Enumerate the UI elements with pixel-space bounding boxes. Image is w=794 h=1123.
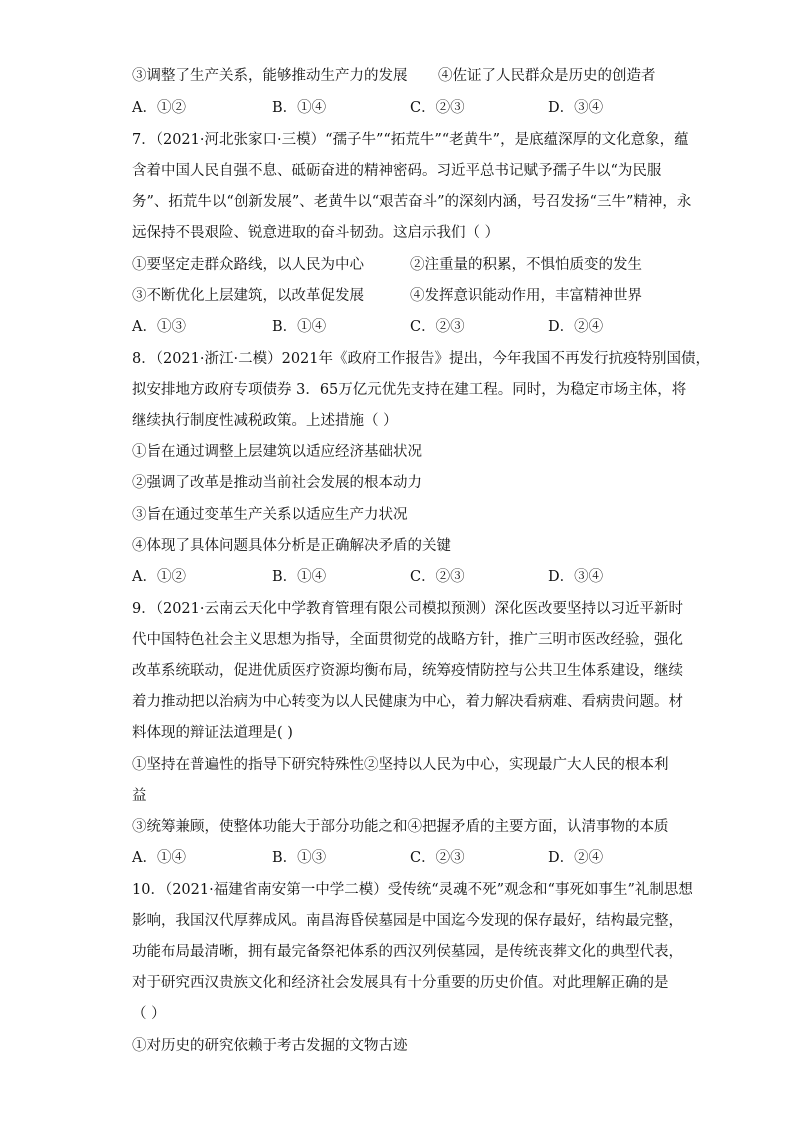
q8-choice-d: D．③④: [548, 569, 604, 585]
q8-option-2: ②强调了改革是推动当前社会发展的根本动力: [132, 475, 422, 491]
q10-stem-line: 影响，我国汉代厚葬成风。南昌海昏侯墓园是中国迄今发现的保存最好，结构最完整，: [132, 913, 683, 929]
q9-stem-line: 9．（2021·云南云天化中学教育管理有限公司模拟预测）深化医改要坚持以习近平新时: [132, 601, 683, 617]
q7-stem-line: 含着中国人民自强不息、砥砺奋进的精神密码。习近平总书记赋予孺子牛以“为民服: [132, 163, 662, 179]
q6-choice-a: A．①②: [132, 100, 186, 116]
q6-option-3: ③调整了生产关系，能够推动生产力的发展: [132, 68, 408, 84]
q7-choice-d: D．②④: [548, 319, 604, 335]
q9-stem-line: 着力推动把以治病为中心转变为以人民健康为中心，着力解决看病难、看病贵问题。材: [132, 694, 683, 710]
q6-choice-d: D．③④: [548, 100, 604, 116]
q10-stem-line: 功能布局最清晰，拥有最完备祭祀体系的西汉列侯墓园，是传统丧葬文化的典型代表，: [132, 944, 683, 960]
q10-stem-line: （ ）: [132, 1006, 166, 1022]
q9-stem-line: 代中国特色社会主义思想为指导，全面贯彻党的战略方针，推广三明市医改经验，强化: [132, 632, 683, 648]
q6-choice-c: C．②③: [410, 100, 465, 116]
q9-choice-c: C．②③: [410, 850, 465, 866]
q7-option-4: ④发挥意识能动作用，丰富精神世界: [410, 288, 642, 304]
q7-option-3: ③不断优化上层建筑，以改革促发展: [132, 288, 364, 304]
q9-stem-line: 改革系统联动，促进优质医疗资源均衡布局，统筹疫情防控与公共卫生体系建设，继续: [132, 663, 683, 679]
q8-stem-line: 8．（2021·浙江·二模）2021年《政府工作报告》提出，今年我国不再发行抗疫特别国债，: [132, 351, 710, 367]
q8-choice-a: A．①②: [132, 569, 186, 585]
q8-option-1: ①旨在通过调整上层建筑以适应经济基础状况: [132, 444, 422, 460]
q7-choice-c: C．②③: [410, 319, 465, 335]
q10-stem-line: 10．（2021·福建省南安第一中学二模）受传统“灵魂不死”观念和“事死如事生”礼制思想: [132, 882, 693, 898]
q10-stem-line: 对于研究西汉贵族文化和经济社会发展具有十分重要的历史价值。对此理解正确的是: [132, 975, 669, 991]
q9-stem-line: 料体现的辩证法道理是( ): [132, 725, 293, 741]
q7-option-1: ①要坚定走群众路线，以人民为中心: [132, 257, 364, 273]
q6-choice-b: B．①④: [272, 100, 327, 116]
q7-choice-a: A．①③: [132, 319, 186, 335]
q8-choice-b: B．①④: [272, 569, 327, 585]
q6-option-4: ④佐证了人民群众是历史的创造者: [438, 68, 656, 84]
q9-choice-d: D．②④: [548, 850, 604, 866]
q9-option-2-cont: 益: [132, 788, 147, 804]
q7-stem-line: 7．（2021·河北张家口·三模）“孺子牛”“拓荒牛”“老黄牛”，是底蕴深厚的文化意象，蕴: [132, 132, 689, 148]
q8-option-4: ④体现了具体问题具体分析是正确解决矛盾的关键: [132, 538, 451, 554]
q8-option-3: ③旨在通过变革生产关系以适应生产力状况: [132, 507, 408, 523]
q7-stem-line: 远保持不畏艰险、锐意进取的奋斗韧劲。这启示我们（ ）: [132, 225, 500, 241]
q9-choice-a: A．①④: [132, 850, 186, 866]
q7-option-2: ②注重量的积累，不惧怕质变的发生: [410, 257, 642, 273]
q8-choice-c: C．②③: [410, 569, 465, 585]
q8-stem-line: 继续执行制度性减税政策。上述措施（ ）: [132, 413, 398, 429]
q9-choice-b: B．①③: [272, 850, 327, 866]
q7-choice-b: B．①④: [272, 319, 327, 335]
q9-option-3-4: ③统筹兼顾，使整体功能大于部分功能之和④把握矛盾的主要方面，认清事物的本质: [132, 819, 669, 835]
q9-option-1-2: ①坚持在普遍性的指导下研究特殊性②坚持以人民为中心，实现最广大人民的根本利: [132, 757, 669, 773]
q7-stem-line: 务”、拓荒牛以“创新发展”、老黄牛以“艰苦奋斗”的深刻内涵，号召发扬“三牛”精神，永: [132, 194, 692, 210]
q10-option-1: ①对历史的研究依赖于考古发掘的文物古迹: [132, 1038, 408, 1054]
q8-stem-line: 拟安排地方政府专项债券 3．65万亿元优先支持在建工程。同时，为稳定市场主体，将: [132, 382, 687, 398]
